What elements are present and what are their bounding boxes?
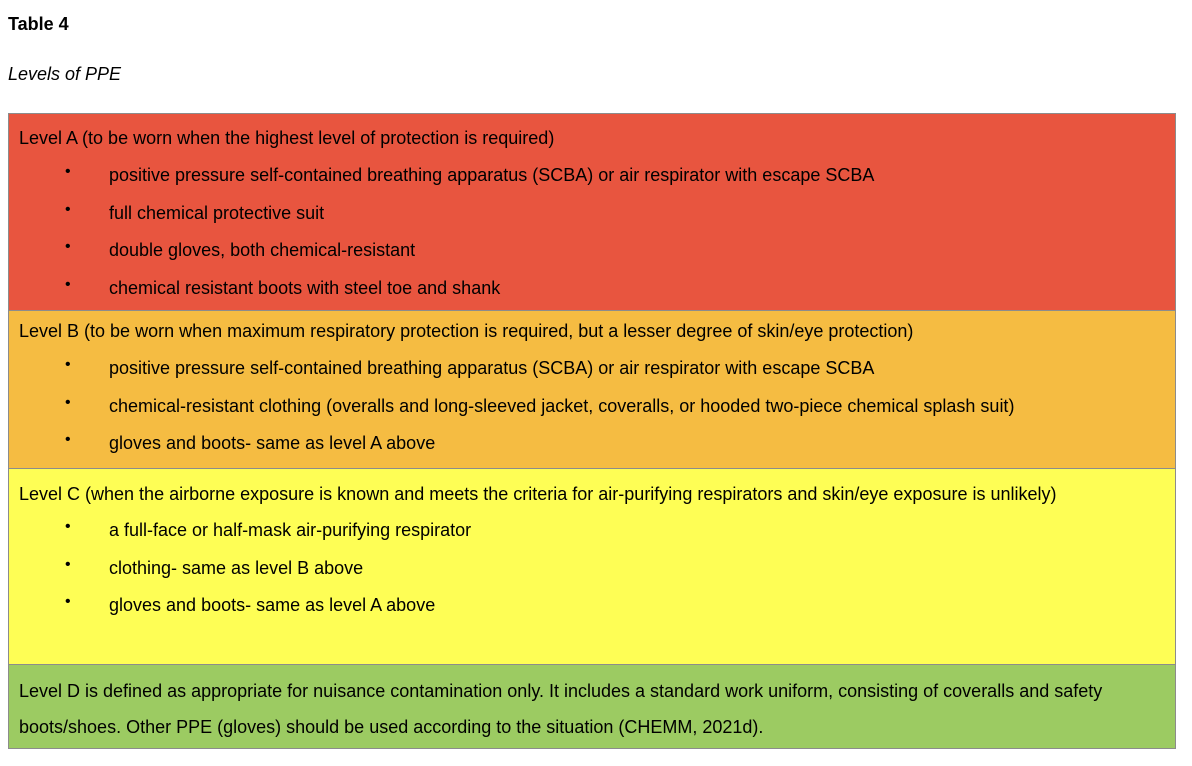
bullet-icon: •: [65, 200, 71, 218]
bullet-icon: •: [65, 275, 71, 293]
level-d-description: Level D is defined as appropriate for nuisance contamination only. It includes a standard work uniform, consisting of coveralls and safety boots/shoes. Other PPE (gloves) should be used according to the situation (CHEMM, 2021d).: [19, 681, 1103, 737]
level-a-list: [19, 157, 1165, 307]
level-b-list: [19, 350, 1165, 463]
level-c-row: [9, 469, 1175, 665]
ppe-levels-table: [8, 113, 1176, 749]
list-item: [19, 550, 1165, 588]
list-item-text: gloves and boots- same as level A above: [109, 595, 436, 615]
bullet-icon: •: [65, 431, 71, 448]
list-item: [19, 425, 1165, 463]
level-c-list: [19, 512, 1165, 625]
list-item-text: positive pressure self-contained breathing apparatus (SCBA) or air respirator with escape SCBA: [109, 165, 875, 185]
list-item: [19, 350, 1165, 388]
list-item-text: chemical resistant boots with steel toe and shank: [109, 277, 501, 298]
level-b-row: [9, 311, 1175, 469]
list-item-text: gloves and boots- same as level A above: [109, 433, 436, 453]
bullet-icon: •: [65, 356, 71, 373]
list-item: [19, 270, 1165, 308]
level-c-heading: Level C (when the airborne exposure is known and meets the criteria for air-purifying respirators and skin/eye exposure is unlikely): [19, 484, 1057, 504]
table-number: Table 4: [8, 14, 69, 34]
list-item-text: positive pressure self-contained breathing apparatus (SCBA) or air respirator with escape SCBA: [109, 358, 875, 378]
list-item: [19, 512, 1165, 550]
list-item-text: chemical-resistant clothing (overalls and long-sleeved jacket, coveralls, or hooded two-piece chemical splash suit): [109, 395, 1015, 416]
list-item-text: a full-face or half-mask air-purifying respirator: [109, 520, 472, 540]
list-item: [19, 388, 1165, 426]
level-a-row: [9, 114, 1175, 311]
list-item-text: full chemical protective suit: [109, 202, 325, 223]
table-caption: Levels of PPE: [8, 64, 122, 84]
level-b-heading: Level B (to be worn when maximum respiratory protection is required, but a lesser degree of skin/eye protection): [19, 321, 914, 341]
bullet-icon: •: [65, 163, 71, 180]
bullet-icon: •: [65, 393, 71, 411]
list-item: [19, 195, 1165, 233]
bullet-icon: •: [65, 238, 71, 255]
list-item-text: clothing- same as level B above: [109, 557, 364, 578]
list-item: [19, 157, 1165, 195]
list-item: [19, 587, 1165, 625]
list-item-text: double gloves, both chemical-resistant: [109, 240, 416, 260]
level-a-heading: Level A (to be worn when the highest level of protection is required): [19, 128, 555, 148]
bullet-icon: •: [65, 593, 71, 610]
bullet-icon: •: [65, 555, 71, 573]
list-item: [19, 232, 1165, 270]
level-d-row: [9, 665, 1175, 748]
bullet-icon: •: [65, 518, 71, 535]
